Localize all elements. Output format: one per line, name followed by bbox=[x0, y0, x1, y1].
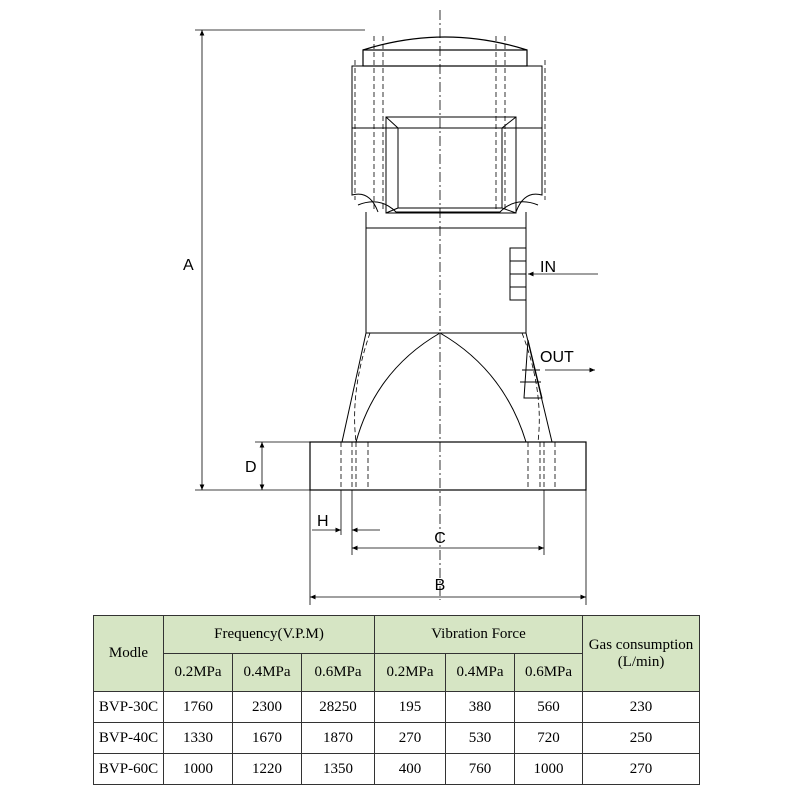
force-cell: 760 bbox=[446, 754, 515, 785]
frequency-pressure-header: 0.6MPa bbox=[302, 654, 375, 692]
force-cell: 560 bbox=[515, 692, 583, 723]
model-cell: BVP-30C bbox=[94, 692, 164, 723]
out-port-label: OUT bbox=[540, 349, 574, 366]
force-cell: 195 bbox=[375, 692, 446, 723]
frequency-cell: 1670 bbox=[233, 723, 302, 754]
frequency-cell: 1350 bbox=[302, 754, 375, 785]
force-cell: 530 bbox=[446, 723, 515, 754]
model-cell: BVP-60C bbox=[94, 754, 164, 785]
gas-cell: 270 bbox=[583, 754, 700, 785]
frequency-cell: 1760 bbox=[164, 692, 233, 723]
table-row bbox=[94, 692, 700, 723]
dimension-label-b: B bbox=[434, 577, 446, 594]
table-row bbox=[94, 754, 700, 785]
force-pressure-header: 0.6MPa bbox=[515, 654, 583, 692]
dimension-label-c: C bbox=[434, 530, 446, 547]
model-cell: BVP-40C bbox=[94, 723, 164, 754]
frequency-pressure-header: 0.2MPa bbox=[164, 654, 233, 692]
force-pressure-header: 0.4MPa bbox=[446, 654, 515, 692]
specification-table bbox=[93, 615, 700, 785]
frequency-cell: 28250 bbox=[302, 692, 375, 723]
frequency-cell: 1330 bbox=[164, 723, 233, 754]
dimension-label-a: A bbox=[183, 257, 194, 274]
gas-cell: 250 bbox=[583, 723, 700, 754]
dimension-label-d: D bbox=[245, 459, 257, 476]
gas-cell: 230 bbox=[583, 692, 700, 723]
force-cell: 380 bbox=[446, 692, 515, 723]
frequency-cell: 1220 bbox=[233, 754, 302, 785]
frequency-cell: 2300 bbox=[233, 692, 302, 723]
force-cell: 1000 bbox=[515, 754, 583, 785]
dimension-label-h: H bbox=[317, 513, 329, 530]
table-row bbox=[94, 723, 700, 754]
force-pressure-header: 0.2MPa bbox=[375, 654, 446, 692]
vibration-force-header: Vibration Force bbox=[375, 616, 583, 654]
model-header: Modle bbox=[94, 616, 164, 692]
frequency-cell: 1870 bbox=[302, 723, 375, 754]
frequency-cell: 1000 bbox=[164, 754, 233, 785]
frequency-header: Frequency(V.P.M) bbox=[164, 616, 375, 654]
frequency-pressure-header: 0.4MPa bbox=[233, 654, 302, 692]
in-port-label: IN bbox=[540, 259, 556, 276]
force-cell: 270 bbox=[375, 723, 446, 754]
gas-consumption-header: Gas consumption (L/min) bbox=[583, 616, 700, 692]
force-cell: 720 bbox=[515, 723, 583, 754]
force-cell: 400 bbox=[375, 754, 446, 785]
